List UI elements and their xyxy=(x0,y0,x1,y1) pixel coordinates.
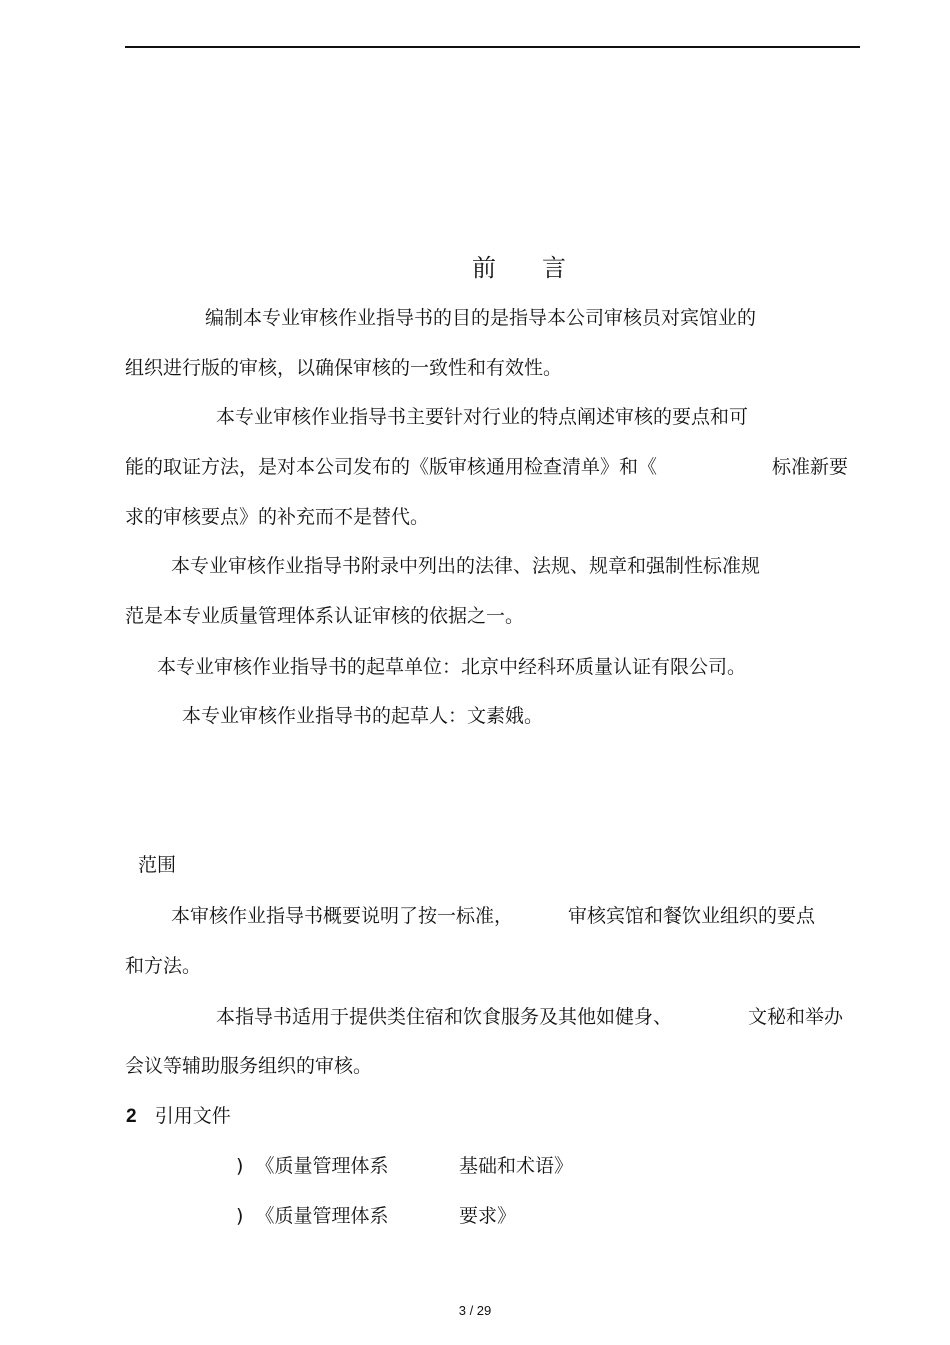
scope-p2-line2: 会议等辅助服务组织的审核。 xyxy=(125,1055,373,1077)
page-number: 3 / 29 xyxy=(458,1303,492,1318)
scope-p2-line1b: 文秘和举办 xyxy=(748,1006,844,1028)
preface-title-char-1: 前 xyxy=(472,254,496,282)
preface-p3-line2: 范是本专业质量管理体系认证审核的依据之一。 xyxy=(125,605,525,627)
preface-p3-line1: 本专业审核作业指导书附录中列出的法律、法规、规章和强制性标准规 xyxy=(171,555,761,577)
reference-item-marker: ) xyxy=(236,1205,244,1227)
preface-title-char-2: 言 xyxy=(542,254,566,282)
preface-p2-line2a: 能的取证方法，是对本公司发布的《版审核通用检查清单》和《 xyxy=(125,456,658,478)
references-number: 2 xyxy=(126,1106,137,1127)
reference-item-marker: ) xyxy=(236,1155,244,1177)
preface-p4: 本专业审核作业指导书的起草单位：北京中经科环质量认证有限公司。 xyxy=(157,656,747,678)
reference-item-1 xyxy=(236,1154,389,1178)
preface-p1-line2: 组织进行版的审核，以确保审核的一致性和有效性。 xyxy=(125,357,563,379)
scope-heading: 范围 xyxy=(138,854,177,876)
scope-p1-line1b: 审核宾馆和餐饮业组织的要点 xyxy=(568,905,816,927)
references-title: 引用文件 xyxy=(154,1105,231,1127)
reference-item-2 xyxy=(236,1204,389,1228)
reference-item-title-a: 《质量管理体系 xyxy=(255,1205,389,1227)
preface-p1-line1: 编制本专业审核作业指导书的目的是指导本公司审核员对宾馆业的 xyxy=(205,307,757,329)
preface-p2-line3: 求的审核要点》的补充而不是替代。 xyxy=(125,506,430,528)
references-heading xyxy=(126,1104,231,1129)
preface-p2-line2b: 标准新要 xyxy=(772,456,849,478)
reference-item-1-title-b: 基础和术语》 xyxy=(459,1155,574,1177)
preface-p2-line1: 本专业审核作业指导书主要针对行业的特点阐述审核的要点和可 xyxy=(216,406,749,428)
header-rule xyxy=(125,46,860,48)
scope-p1-line2: 和方法。 xyxy=(125,955,202,977)
reference-item-2-title-b: 要求》 xyxy=(459,1205,517,1227)
preface-p5: 本专业审核作业指导书的起草人：文素娥。 xyxy=(182,705,544,727)
reference-item-title-a: 《质量管理体系 xyxy=(255,1155,389,1177)
scope-p1-line1a: 本审核作业指导书概要说明了按一标准， xyxy=(171,905,514,927)
scope-p2-line1a: 本指导书适用于提供类住宿和饮食服务及其他如健身、 xyxy=(216,1006,673,1028)
preface-title xyxy=(472,253,566,283)
